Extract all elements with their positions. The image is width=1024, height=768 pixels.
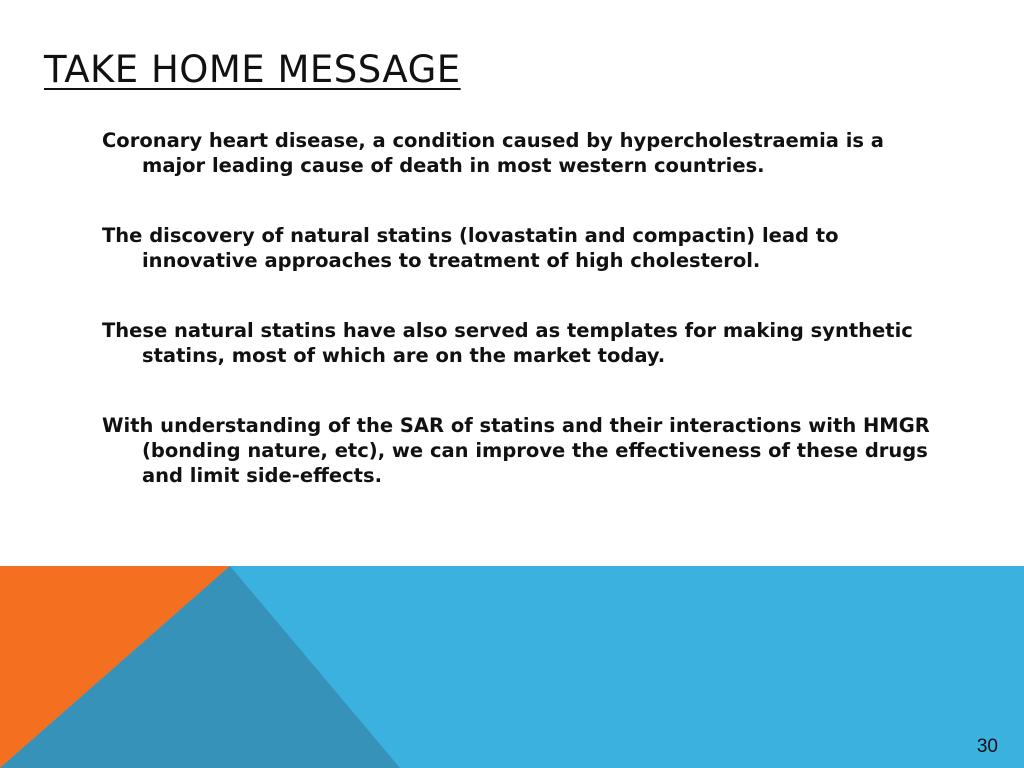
slide-title: TAKE HOME MESSAGE [44, 48, 461, 91]
bullet-item: These natural statins have also served as templates for making synthetic statins, most of which are on the market today. [102, 319, 913, 367]
bullet-item: The discovery of natural statins (lovastatin and compactin) lead to innovative approaches to treatment of high cholesterol. [102, 224, 839, 272]
bullet-item: Coronary heart disease, a condition caused by hypercholestraemia is a major leading cause of death in most western countries. [102, 129, 884, 177]
bullet-item: With understanding of the SAR of statins and their interactions with HMGR (bonding nature, etc), we can improve the effectiveness of these drugs and limit side-effects. [102, 414, 930, 487]
bullet-list [102, 128, 932, 488]
page-number: 30 [976, 736, 998, 757]
decorative-band [0, 566, 1024, 768]
